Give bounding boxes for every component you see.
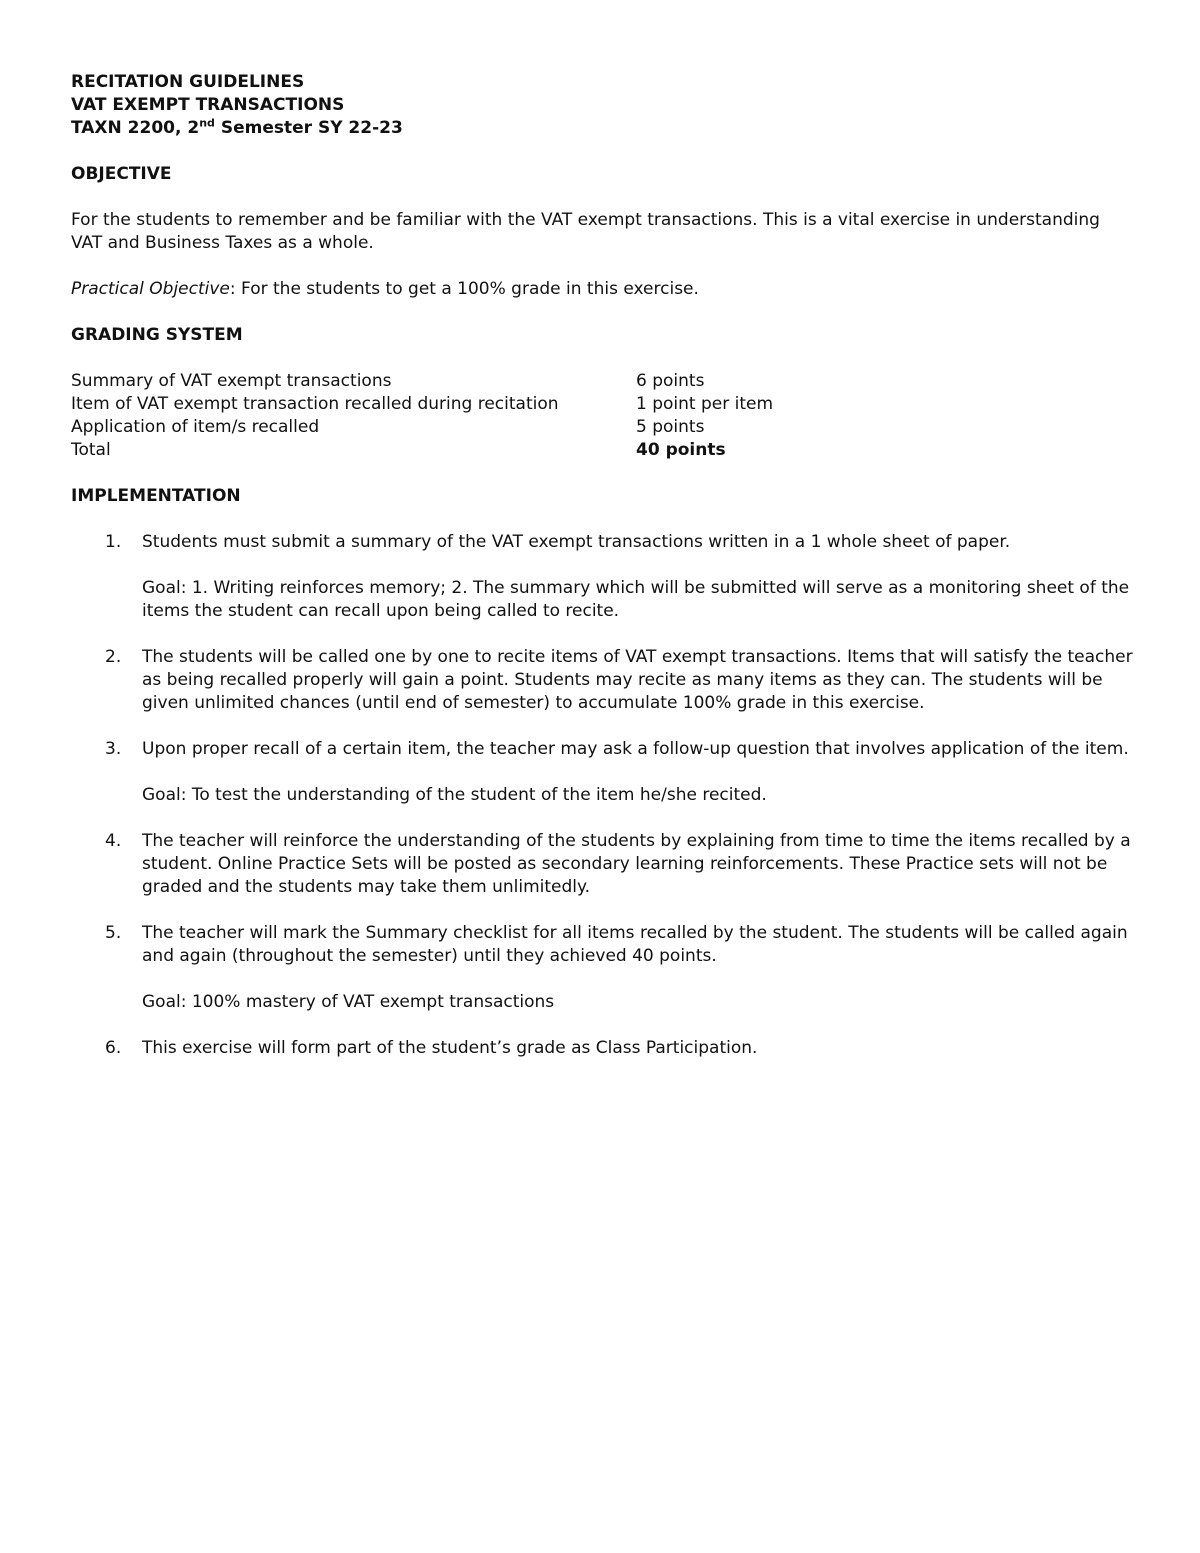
list-item-text: Upon proper recall of a certain item, the teacher may ask a follow-up question that involves application of the item. [142, 739, 1129, 759]
list-item-number: 4. [105, 831, 122, 851]
grading-row [71, 393, 1133, 416]
grading-total-label: Total [71, 440, 111, 460]
list-item-number: 5. [105, 923, 122, 943]
list-item-text: This exercise will form part of the student’s grade as Class Participation. [142, 1038, 758, 1058]
list-item [71, 1037, 1133, 1060]
semester-label: Semester SY 22-23 [214, 118, 403, 138]
grading-row-label: Application of item/s recalled [71, 417, 320, 437]
list-item-text: The teacher will reinforce the understanding of the students by explaining from time to time the items recalled by a student. Online Practice Sets will be posted as secondary learning reinforcements. These Practice sets will not be graded and the students may take them unlimitedly. [142, 831, 1131, 897]
list-item [71, 830, 1133, 899]
grading-table [71, 370, 1133, 462]
grading-total-row [71, 439, 1133, 462]
implementation-list [71, 531, 1133, 1060]
objective-heading: OBJECTIVE [71, 164, 172, 184]
list-item [71, 531, 1133, 623]
document-page [71, 71, 1133, 1060]
practical-objective [71, 278, 1133, 301]
list-item-number: 3. [105, 739, 122, 759]
list-item-text: The teacher will mark the Summary checklist for all items recalled by the student. The students will be called again and again (throughout the semester) until they achieved 40 points. [142, 923, 1128, 966]
list-item [71, 738, 1133, 807]
document-title: RECITATION GUIDELINES [71, 72, 305, 92]
list-item-number: 2. [105, 647, 122, 667]
document-header [71, 71, 1133, 140]
list-item-number: 1. [105, 532, 122, 552]
list-item-goal: Goal: 100% mastery of VAT exempt transactions [142, 992, 555, 1012]
course-line [71, 117, 1133, 140]
list-item [71, 646, 1133, 715]
list-item-goal: Goal: 1. Writing reinforces memory; 2. The summary which will be submitted will serve as a monitoring sheet of the items the student can recall upon being called to recite. [142, 578, 1130, 621]
list-item-goal: Goal: To test the understanding of the student of the item he/she recited. [142, 785, 767, 805]
practical-objective-text: : For the students to get a 100% grade in this exercise. [229, 279, 699, 299]
list-item-number: 6. [105, 1038, 122, 1058]
grading-row [71, 416, 1133, 439]
objective-text: For the students to remember and be familiar with the VAT exempt transactions. This is a vital exercise in understanding VAT and Business Taxes as a whole. [71, 210, 1100, 253]
list-item [71, 922, 1133, 1014]
course-code: TAXN 2200, 2 [71, 118, 200, 138]
practical-objective-label: Practical Objective [71, 279, 230, 299]
implementation-heading: IMPLEMENTATION [71, 486, 241, 506]
grading-total-value: 40 points [636, 440, 726, 460]
document-subtitle: VAT EXEMPT TRANSACTIONS [71, 95, 345, 115]
ordinal-suffix: nd [199, 116, 215, 130]
grading-row-value: 6 points [636, 371, 705, 391]
grading-row-value: 1 point per item [636, 394, 774, 414]
grading-row-label: Summary of VAT exempt transactions [71, 371, 392, 391]
grading-heading: GRADING SYSTEM [71, 325, 243, 345]
list-item-text: The students will be called one by one to recite items of VAT exempt transactions. Items that will satisfy the teacher as being recalled properly will gain a point. Students may recite as many items as they can. The students will be given unlimited chances (until end of semester) to accumulate 100% grade in this exercise. [142, 647, 1133, 713]
grading-row-label: Item of VAT exempt transaction recalled during recitation [71, 394, 559, 414]
grading-row-value: 5 points [636, 417, 705, 437]
grading-row [71, 370, 1133, 393]
list-item-text: Students must submit a summary of the VAT exempt transactions written in a 1 whole sheet of paper. [142, 532, 1011, 552]
